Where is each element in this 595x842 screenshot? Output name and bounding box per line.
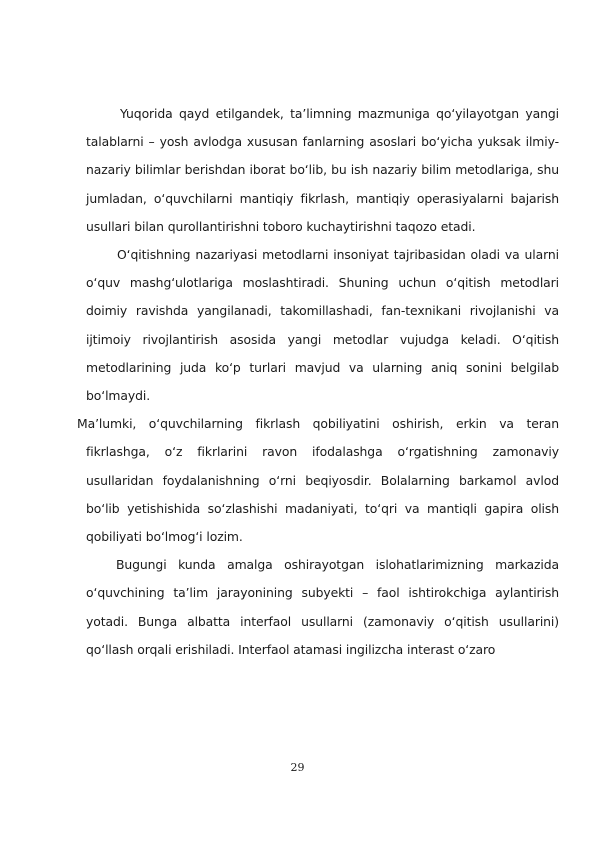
paragraph-4: Bugungi kunda amalga oshirayotgan islohatlarimizning markazida o‘quvchining ta’lim jarayonining subyekti – faol ishtirokchiga aylantirish yotadi. Bunga albatta interfaol usullarni (zamonaviy o‘qitish usullarini) qo‘llash orqali erishiladi. Interfaol atamasi ingilizcha interast o‘zaro [86, 557, 559, 657]
page-number: 29 [290, 761, 305, 774]
paragraph-3: Ma’lumki, o‘quvchilarning fikrlash qobiliyatini oshirish, erkin va teran fikrlashga, o‘z fikrlarini ravon ifodalashga o‘rgatishning zamonaviy usullaridan foydalanishning o‘rni beqiyosdir. Bolalarning barkamol avlod bo‘lib yetishishida so‘zlashishi madaniyati, to‘qri va mantiqli gapira olish qobiliyati bo‘lmog‘i lozim. [77, 416, 559, 545]
paragraph-2: O‘qitishning nazariyasi metodlarni insoniyat tajribasidan oladi va ularni o‘quv mashg‘ulotlariga moslashtiradi. Shuning uchun o‘qitish metodlari doimiy ravishda yangilanadi, takomillashadi, fan-texnikani rivojlanishi va ijtimoiy rivojlantirish asosida yangi metodlar vujudga keladi. O‘qitish metodlarining juda ko‘p turlari mavjud va ularning aniq sonini belgilab bo‘lmaydi. [86, 247, 559, 404]
paragraph-1: Yuqorida qayd etilgandek, ta’limning mazmuniga qo‘yilayotgan yangi talablarni – yosh avlodga xususan fanlarning asoslari bo‘yicha yuksak ilmiy-nazariy bilimlar berishdan iborat bo‘lib, bu ish nazariy bilim metodlariga, shu jumladan, o‘quvchilarni mantiqiy fikrlash, mantiqiy operasiyalarni bajarish usullari bilan qurollantirishni toboro kuchaytirishni taqozo etadi. [86, 106, 559, 234]
page-body [77, 100, 559, 664]
